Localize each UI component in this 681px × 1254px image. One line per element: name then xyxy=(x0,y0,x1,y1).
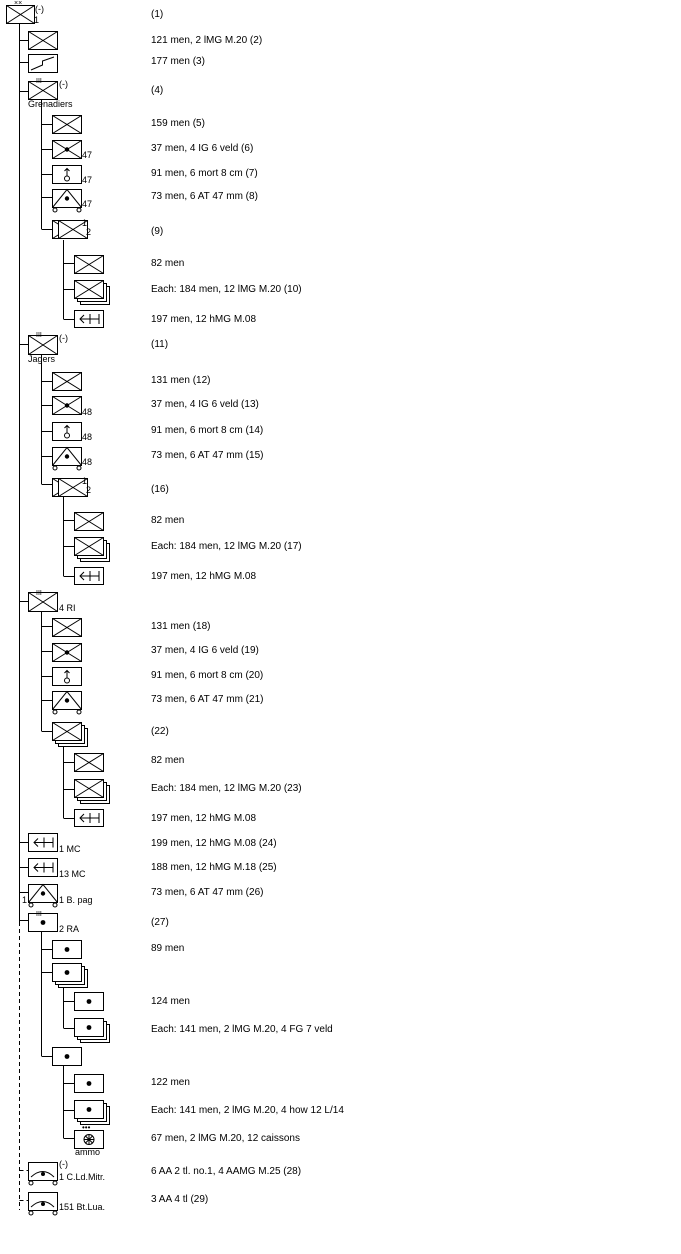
unit-symbol-u15 xyxy=(52,447,83,470)
unit-size-mark: III xyxy=(36,911,42,918)
unit-label-u13: 48 xyxy=(82,407,93,417)
unit-symbol-u22c xyxy=(74,809,105,831)
unit-desc-u13: 37 men, 4 IG 6 veld (13) xyxy=(151,399,259,410)
unit-label-u8: 47 xyxy=(82,199,93,209)
unit-desc-u9: (9) xyxy=(151,226,164,237)
unit-symbol-u22a xyxy=(74,753,105,776)
unit-symbol-u16b xyxy=(74,537,111,566)
unit-symbol-u8 xyxy=(52,189,83,212)
unit-symbol-u27g xyxy=(74,1100,111,1129)
unit-mod-u4: (-) xyxy=(59,79,68,89)
unit-symbol-u27f xyxy=(74,1074,105,1097)
unit-desc-u15: 73 men, 6 AT 47 mm (15) xyxy=(151,450,264,461)
unit-desc-u11: (11) xyxy=(151,339,169,350)
unit-desc-u29: 3 AA 4 tl (29) xyxy=(151,1194,209,1205)
unit-desc-u20: 91 men, 6 mort 8 cm (20) xyxy=(151,670,264,681)
unit-label2-u26: 1 xyxy=(22,895,28,905)
unit-symbol-u27a xyxy=(52,940,83,963)
unit-symbol-u21 xyxy=(52,691,83,714)
unit-label2-u16: 2 xyxy=(86,485,92,495)
unit-symbol-u18 xyxy=(52,618,83,641)
unit-label-u16: 1 xyxy=(82,476,88,486)
unit-desc-u16b: Each: 184 men, 12 lMG M.20 (17) xyxy=(151,541,302,552)
unit-label-u28: 1 C.Ld.Mitr. xyxy=(59,1172,106,1182)
unit-symbol-u3 xyxy=(28,54,59,77)
unit-size-mark: III xyxy=(36,78,42,85)
unit-symbol-u28 xyxy=(28,1162,59,1185)
unit-desc-u5: 159 men (5) xyxy=(151,118,205,129)
unit-desc-u18: 131 men (18) xyxy=(151,621,211,632)
unit-label-u27h: ammo xyxy=(75,1147,101,1157)
unit-desc-u16c: 197 men, 12 hMG M.08 xyxy=(151,571,257,582)
unit-symbol-u27e xyxy=(52,1047,83,1070)
unit-desc-u27: (27) xyxy=(151,917,169,928)
unit-label-u6: 47 xyxy=(82,150,93,160)
unit-symbol-u9a xyxy=(74,255,105,278)
unit-mod-u11: (-) xyxy=(59,333,68,343)
unit-symbol-u14 xyxy=(52,422,83,445)
unit-desc-u16: (16) xyxy=(151,484,169,495)
unit-symbol-u9c xyxy=(74,310,105,332)
unit-desc-u19: 37 men, 4 IG 6 veld (19) xyxy=(151,645,259,656)
unit-desc-u27a: 89 men xyxy=(151,943,185,954)
unit-label-u27: 2 RA xyxy=(59,924,80,934)
unit-label-u9: 1 xyxy=(82,218,88,228)
unit-symbol-u16c xyxy=(74,567,105,589)
unit-symbol-u20 xyxy=(52,667,83,690)
unit-symbol-u27d xyxy=(74,1018,111,1047)
unit-desc-u27d: Each: 141 men, 2 lMG M.20, 4 FG 7 veld xyxy=(151,1024,333,1035)
unit-symbol-u27b xyxy=(52,963,89,992)
unit-label-u4: Grenadiers xyxy=(28,99,73,109)
unit-symbol-u22b xyxy=(74,779,111,808)
unit-desc-u28: 6 AA 2 tl. no.1, 4 AAMG M.25 (28) xyxy=(151,1166,302,1177)
unit-mod-u28: (-) xyxy=(59,1159,68,1169)
unit-symbol-u12 xyxy=(52,372,83,395)
unit-desc-u1: (1) xyxy=(151,9,164,20)
unit-desc-u6: 37 men, 4 IG 6 veld (6) xyxy=(151,143,254,154)
unit-symbol-u9b xyxy=(74,280,111,309)
unit-desc-u9b: Each: 184 men, 12 lMG M.20 (10) xyxy=(151,284,302,295)
unit-label-u18r: 4 RI xyxy=(59,603,76,613)
unit-label-u15: 48 xyxy=(82,457,93,467)
unit-desc-u22: (22) xyxy=(151,726,169,737)
unit-size-mark: III xyxy=(36,590,42,597)
unit-desc-u2: 121 men, 2 lMG M.20 (2) xyxy=(151,35,263,46)
unit-desc-u22a: 82 men xyxy=(151,755,185,766)
unit-label2-u9: 2 xyxy=(86,227,92,237)
unit-label-u24: 1 MC xyxy=(59,844,81,854)
unit-symbol-u18r xyxy=(28,592,59,616)
unit-desc-u9c: 197 men, 12 hMG M.08 xyxy=(151,314,257,325)
unit-symbol-u16a xyxy=(74,512,105,535)
unit-symbol-u27c xyxy=(74,992,105,1015)
unit-desc-u4: (4) xyxy=(151,85,164,96)
unit-desc-u25: 188 men, 12 hMG M.18 (25) xyxy=(151,862,277,873)
unit-label-u29: 151 Bt.Lua. xyxy=(59,1202,106,1212)
unit-size-mark: III xyxy=(36,332,42,339)
unit-desc-u27f: 122 men xyxy=(151,1077,190,1088)
unit-symbol-u6 xyxy=(52,140,83,163)
unit-desc-u7: 91 men, 6 mort 8 cm (7) xyxy=(151,168,258,179)
unit-desc-u22b: Each: 184 men, 12 lMG M.20 (23) xyxy=(151,783,302,794)
unit-symbol-u19 xyxy=(52,643,83,666)
unit-desc-u24: 199 men, 12 hMG M.08 (24) xyxy=(151,838,277,849)
unit-desc-u16a: 82 men xyxy=(151,515,185,526)
unit-symbol-u24 xyxy=(28,833,59,856)
unit-symbol-u13 xyxy=(52,396,83,419)
unit-desc-u27h: 67 men, 2 lMG M.20, 12 caissons xyxy=(151,1133,300,1144)
ammo-dots: ••• xyxy=(82,1123,91,1132)
unit-desc-u27c: 124 men xyxy=(151,996,190,1007)
unit-desc-u12: 131 men (12) xyxy=(151,375,211,386)
unit-desc-u27g: Each: 141 men, 2 lMG M.20, 4 how 12 L/14 xyxy=(151,1105,344,1116)
unit-symbol-u25 xyxy=(28,858,59,881)
unit-label-u14: 48 xyxy=(82,432,93,442)
unit-desc-u3: 177 men (3) xyxy=(151,56,205,67)
unit-symbol-u27 xyxy=(28,913,59,936)
unit-size-mark: ×× xyxy=(14,0,23,7)
unit-desc-u9a: 82 men xyxy=(151,258,185,269)
unit-symbol-u2 xyxy=(28,31,59,54)
unit-label-u1: 1 xyxy=(34,15,40,25)
unit-label-u25: 13 MC xyxy=(59,869,86,879)
unit-desc-u22c: 197 men, 12 hMG M.08 xyxy=(151,813,257,824)
unit-mod-u1: (-) xyxy=(35,4,44,14)
unit-symbol-u7 xyxy=(52,165,83,188)
unit-desc-u21: 73 men, 6 AT 47 mm (21) xyxy=(151,694,264,705)
unit-label-u26: 1 B. pag xyxy=(59,895,93,905)
unit-label-u11: Jagers xyxy=(28,354,56,364)
unit-desc-u14: 91 men, 6 mort 8 cm (14) xyxy=(151,425,264,436)
unit-desc-u26: 73 men, 6 AT 47 mm (26) xyxy=(151,887,264,898)
unit-symbol-u26 xyxy=(28,884,59,907)
unit-desc-u8: 73 men, 6 AT 47 mm (8) xyxy=(151,191,258,202)
unit-symbol-u29 xyxy=(28,1192,59,1215)
unit-label-u7: 47 xyxy=(82,175,93,185)
unit-symbol-u22 xyxy=(52,722,89,751)
unit-symbol-u5 xyxy=(52,115,83,138)
